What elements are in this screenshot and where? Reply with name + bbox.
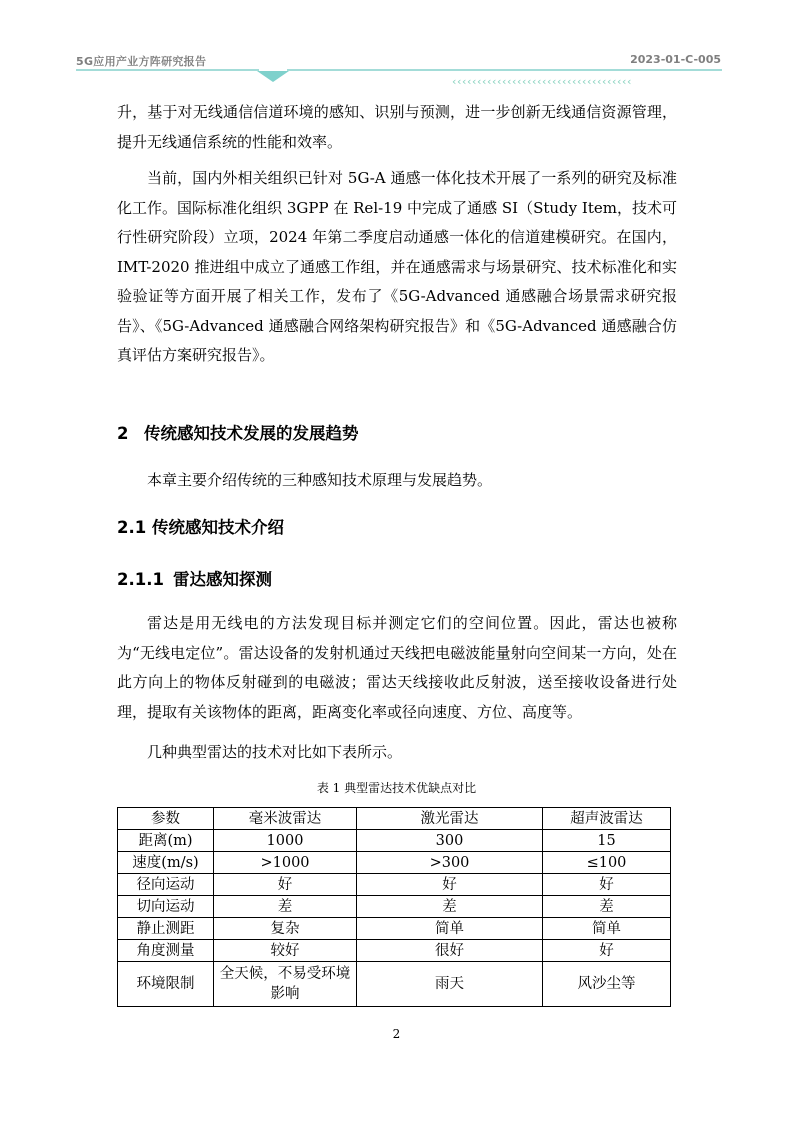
table-row: [118, 830, 671, 852]
table-cell: 径向运动: [118, 874, 214, 896]
paragraph-standardization: 当前，国内外相关组织已针对 5G-A 通感一体化技术开展了一系列的研究及标准化工作。国际标准化组织 3GPP 在 Rel-19 中完成了通感 SI（Study Item，技术可行性研究阶段）立项，2024 年第二季度启动通感一体化的信道建模研究。在国内，IMT-2020 推进组中成立了通感工作组，并在通感需求与场景研究、技术标准化和实验验证等方面开展了相关工作，发布了《5G-Advanced 通感融合场景需求研究报告》、《5G-Advanced 通感融合网络架构研究报告》和《5G-Advanced 通感融合仿真评估方案研究报告》。: [117, 169, 677, 364]
table-cell: 切向运动: [118, 896, 214, 918]
table-cell: 15: [543, 830, 671, 852]
header-chevrons: ‹‹‹‹‹‹‹‹‹‹‹‹‹‹‹‹‹‹‹‹‹‹‹‹‹‹‹‹‹‹‹‹‹‹‹‹: [452, 75, 632, 88]
table-cell: 速度(m/s): [118, 852, 214, 874]
paragraph-radar-principle: 雷达是用无线电的方法发现目标并测定它们的空间位置。因此，雷达也被称为“无线电定位”。雷达设备的发射机通过天线把电磁波能量射向空间某一方向，处在此方向上的物体反射碰到的电磁波；雷达天线接收此反射波，送至接收设备进行处理，提取有关该物体的距离，距离变化率或径向速度、方位、高度等。: [117, 614, 677, 721]
table-row: [118, 874, 671, 896]
table-cell: 距离(m): [118, 830, 214, 852]
table-cell: 好: [357, 874, 543, 896]
table-cell: 好: [543, 874, 671, 896]
table-cell: 环境限制: [118, 962, 214, 1007]
table-cell: 静止测距: [118, 918, 214, 940]
table-cell: 简单: [543, 918, 671, 940]
radar-comparison-table: [117, 807, 671, 1007]
table-cell: 全天候，不易受环境影响: [214, 962, 357, 1007]
table-cell: 风沙尘等: [543, 962, 671, 1007]
table-cell: 1000: [214, 830, 357, 852]
table-cell: 好: [214, 874, 357, 896]
header-title: 5G应用产业方阵研究报告: [76, 55, 207, 68]
table-cell: 角度测量: [118, 940, 214, 962]
table-cell: 差: [214, 896, 357, 918]
header-cell: 超声波雷达: [543, 808, 671, 830]
table-row: [118, 962, 671, 1007]
subsection-heading-2-1: 2.1 传统感知技术介绍: [117, 518, 284, 537]
subsubsection-title: 雷达感知探测: [173, 570, 272, 589]
table-cell: >300: [357, 852, 543, 874]
paragraph-intro-end: 升，基于对无线通信信道环境的感知、识别与预测，进一步创新无线通信资源管理，提升无线通信系统的性能和效率。: [117, 103, 677, 151]
header-triangle-icon: [257, 71, 289, 82]
table-cell: 雨天: [357, 962, 543, 1007]
subsubsection-number: 2.1.1: [117, 570, 164, 589]
section-title: 传统感知技术发展的发展趋势: [144, 424, 359, 443]
table-cell: 较好: [214, 940, 357, 962]
table-row: [118, 918, 671, 940]
table-cell: 很好: [357, 940, 543, 962]
table-header-row: [118, 808, 671, 830]
section-number: 2: [117, 424, 129, 443]
table-row: [118, 940, 671, 962]
table-cell: 简单: [357, 918, 543, 940]
table-row: [118, 852, 671, 874]
table-cell: 300: [357, 830, 543, 852]
paragraph-table-intro: 几种典型雷达的技术对比如下表所示。: [147, 743, 403, 761]
page-number: 2: [392, 1027, 401, 1041]
header-doc-id: 2023-01-C-005: [630, 53, 721, 66]
header-cell: 参数: [118, 808, 214, 830]
table-caption: 表 1 典型雷达技术优缺点对比: [316, 781, 477, 795]
table-cell: 差: [357, 896, 543, 918]
table-cell: ≤100: [543, 852, 671, 874]
header-divider: [74, 66, 722, 90]
paragraph-chapter-intro: 本章主要介绍传统的三种感知技术原理与发展趋势。: [147, 471, 493, 489]
header-cell: 毫米波雷达: [214, 808, 357, 830]
header-cell: 激光雷达: [357, 808, 543, 830]
table-cell: 好: [543, 940, 671, 962]
table-row: [118, 896, 671, 918]
subsubsection-heading-2-1-1: [117, 566, 272, 590]
table-cell: >1000: [214, 852, 357, 874]
section-heading-2: [117, 420, 359, 444]
table-cell: 复杂: [214, 918, 357, 940]
table-cell: 差: [543, 896, 671, 918]
